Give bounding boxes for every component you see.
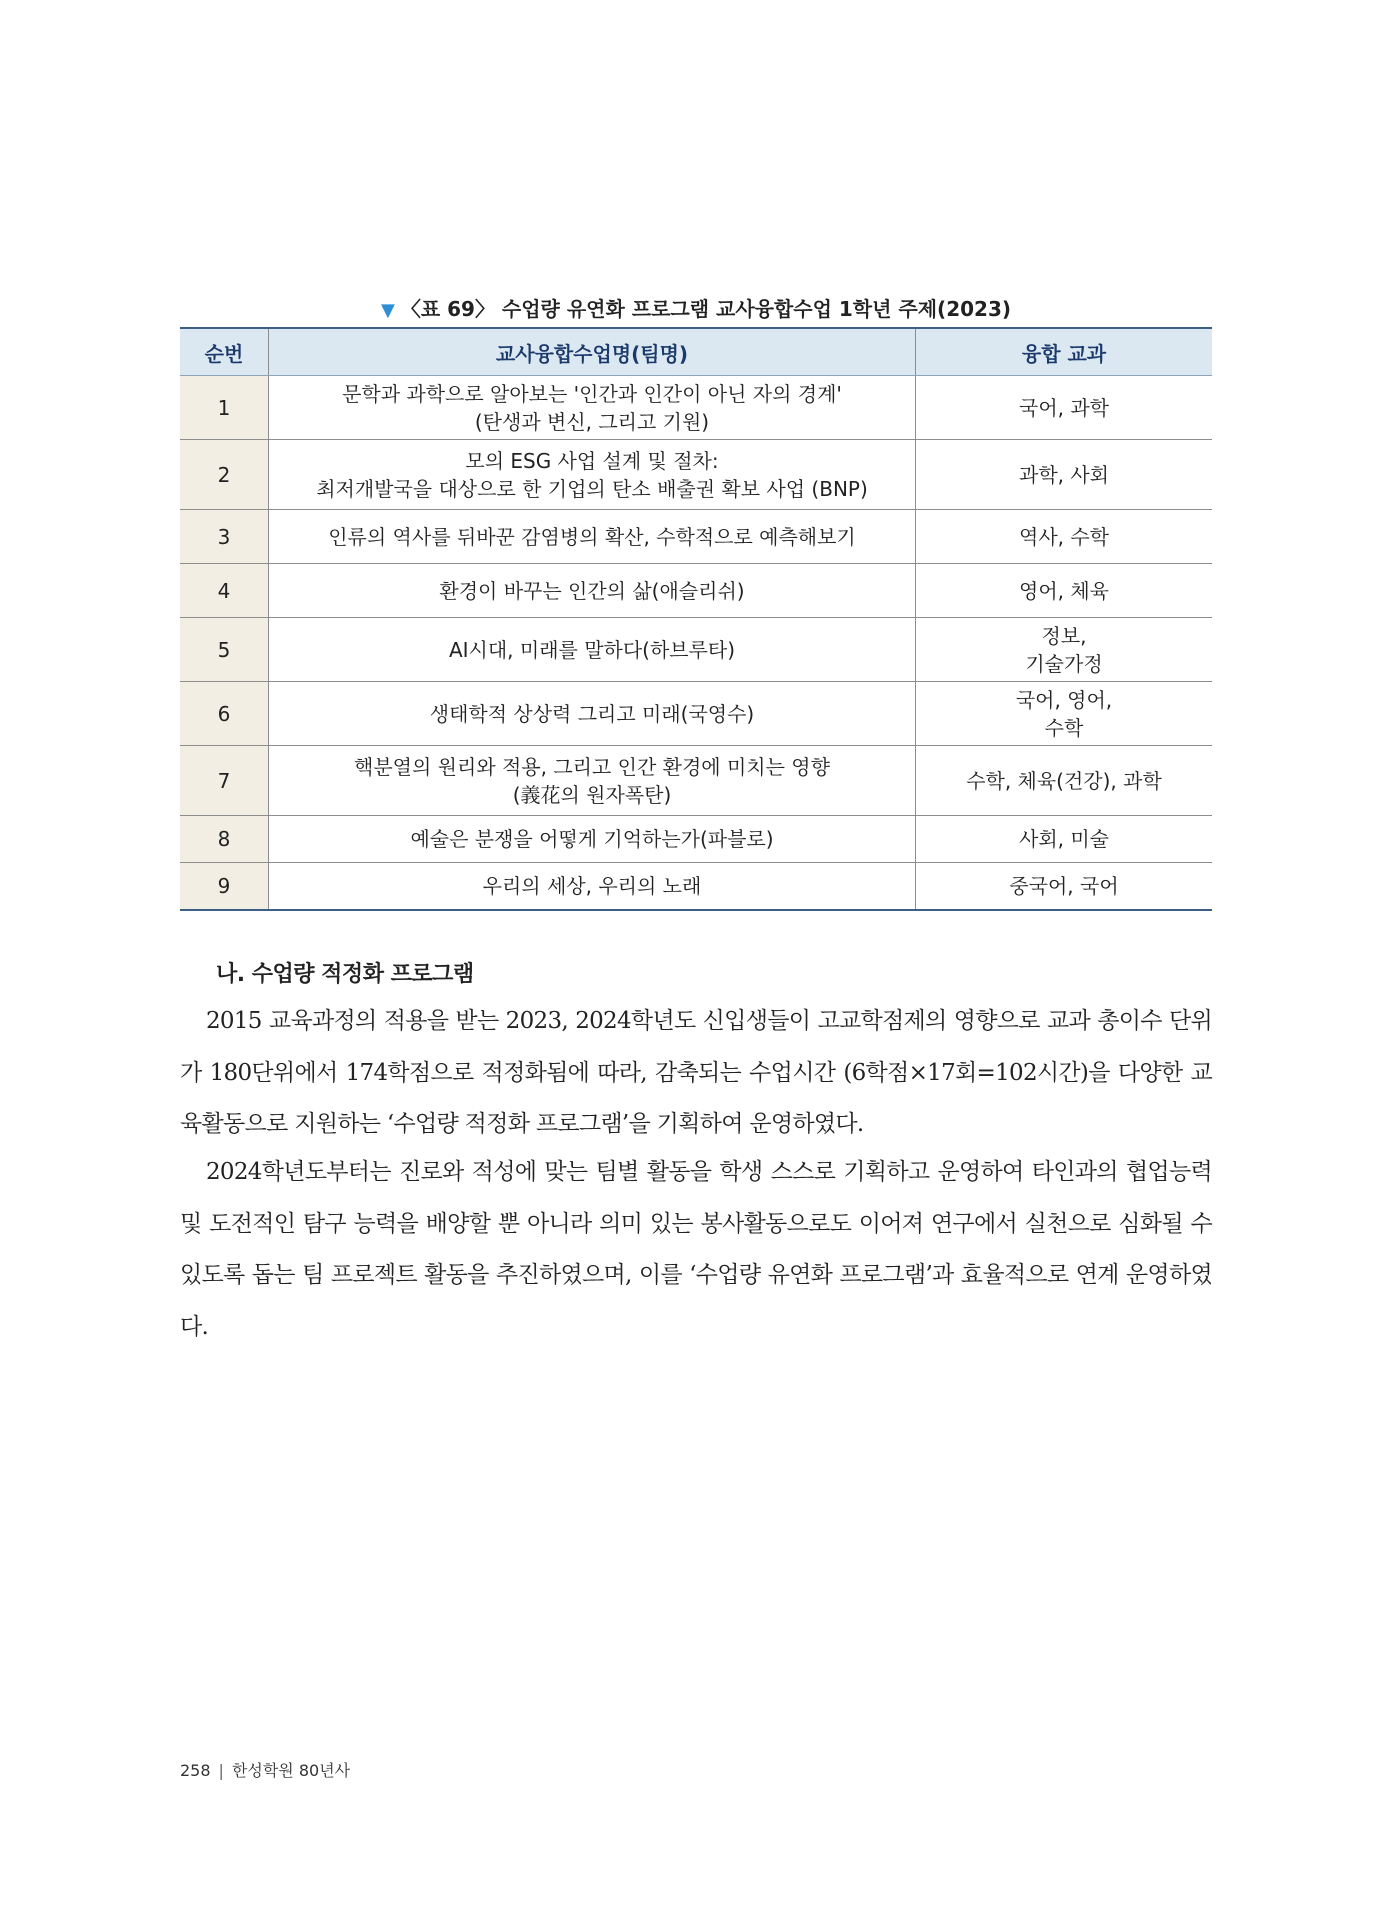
course-name-cell xyxy=(269,746,916,816)
subjects-cell xyxy=(916,746,1213,816)
course-name-line: 인류의 역사를 뒤바꾼 감염병의 확산, 수학적으로 예측해보기 xyxy=(328,524,856,549)
table-header-row xyxy=(180,328,1212,376)
subjects-line: 역사, 수학 xyxy=(1019,524,1109,549)
page-footer xyxy=(180,1758,350,1781)
header-course-name: 교사융합수업명(팀명) xyxy=(269,328,916,376)
row-number: 1 xyxy=(180,376,269,440)
subjects-line: 기술가정 xyxy=(1025,651,1103,676)
course-name-line: 최저개발국을 대상으로 한 기업의 탄소 배출권 확보 사업 (BNP) xyxy=(316,476,868,501)
paragraph-2: 2024학년도부터는 진로와 적성에 맞는 팀별 활동을 학생 스스로 기획하고 운영하여 타인과의 협업능력 및 도전적인 탐구 능력을 배양할 뿐 아니라 의미 있는 봉사활동으로도 이어져 연구에서 실천으로 심화될 수 있도록 돕는 팀 프로젝트 활동을 추진하였으며, 이를 ‘수업량 유연화 프로그램’과 효율적으로 연계 운영하였다. xyxy=(180,1159,1212,1340)
paragraph-1: 2015 교육과정의 적용을 받는 2023, 2024학년도 신입생들이 고교학점제의 영향으로 교과 총이수 단위가 180단위에서 174학점으로 적정화됨에 따라, 감축되는 수업시간 (6학점×17회=102시간)을 다양한 교육활동으로 지원하는 ‘수업량 적정화 프로그램’을 기획하여 운영하였다. xyxy=(180,1008,1212,1137)
row-number: 8 xyxy=(180,816,269,863)
subjects-line: 중국어, 국어 xyxy=(1009,873,1119,898)
subjects-line: 수학 xyxy=(1044,715,1084,740)
table-row xyxy=(180,510,1212,564)
table-body xyxy=(180,376,1212,910)
course-name-line: 문학과 과학으로 알아보는 '인간과 인간이 아닌 자의 경계' xyxy=(342,381,842,406)
subjects-cell xyxy=(916,376,1213,440)
course-name-line: 생태학적 상상력 그리고 미래(국영수) xyxy=(429,701,755,726)
course-name-cell xyxy=(269,510,916,564)
row-number: 9 xyxy=(180,863,269,910)
table-row xyxy=(180,682,1212,746)
subjects-line: 영어, 체육 xyxy=(1019,578,1109,603)
row-number: 7 xyxy=(180,746,269,816)
triangle-down-icon: ▼ xyxy=(381,300,395,321)
course-name-line: AI시대, 미래를 말하다(하브루타) xyxy=(448,637,736,662)
table-row xyxy=(180,564,1212,618)
table-row xyxy=(180,816,1212,863)
course-name-line: 예술은 분쟁을 어떻게 기억하는가(파블로) xyxy=(410,827,774,851)
table-caption xyxy=(180,294,1212,326)
row-number: 5 xyxy=(180,618,269,682)
table-row xyxy=(180,863,1212,910)
subjects-line: 과학, 사회 xyxy=(1019,462,1109,487)
course-name-line: (탄생과 변신, 그리고 기원) xyxy=(474,409,710,434)
table-row xyxy=(180,376,1212,440)
table-row xyxy=(180,440,1212,510)
subjects-line: 국어, 과학 xyxy=(1019,395,1109,420)
page-number: 258 xyxy=(180,1761,211,1780)
subjects-cell xyxy=(916,816,1213,863)
course-name-cell xyxy=(269,376,916,440)
subjects-cell xyxy=(916,440,1213,510)
table-caption-text: 〈표 69〉 수업량 유연화 프로그램 교사융합수업 1학년 주제(2023) xyxy=(400,297,1011,321)
table-row xyxy=(180,746,1212,816)
course-name-cell xyxy=(269,618,916,682)
footer-divider: | xyxy=(218,1761,224,1780)
subjects-cell xyxy=(916,510,1213,564)
course-table xyxy=(180,327,1212,911)
course-name-line: 핵분열의 원리와 적용, 그리고 인간 환경에 미치는 영향 xyxy=(354,754,830,779)
subjects-cell xyxy=(916,682,1213,746)
course-name-line: (義花의 원자폭탄) xyxy=(512,782,672,807)
subjects-cell xyxy=(916,863,1213,910)
subjects-line: 수학, 체육(건강), 과학 xyxy=(966,768,1162,793)
subjects-cell xyxy=(916,564,1213,618)
subjects-cell xyxy=(916,618,1213,682)
book-title: 한성학원 80년사 xyxy=(231,1761,351,1780)
section-heading: 나. 수업량 적정화 프로그램 xyxy=(216,962,474,987)
course-name-cell xyxy=(269,816,916,863)
header-no: 순번 xyxy=(180,328,269,376)
course-name-cell xyxy=(269,440,916,510)
course-name-line: 모의 ESG 사업 설계 및 절차: xyxy=(465,448,719,473)
row-number: 2 xyxy=(180,440,269,510)
row-number: 4 xyxy=(180,564,269,618)
course-name-line: 우리의 세상, 우리의 노래 xyxy=(482,873,702,898)
course-name-cell xyxy=(269,682,916,746)
row-number: 3 xyxy=(180,510,269,564)
subjects-line: 정보, xyxy=(1041,623,1087,648)
row-number: 6 xyxy=(180,682,269,746)
course-name-cell xyxy=(269,863,916,910)
subjects-line: 국어, 영어, xyxy=(1015,687,1113,712)
course-name-line: 환경이 바꾸는 인간의 삶(애슬리쉬) xyxy=(439,578,745,603)
header-subjects: 융합 교과 xyxy=(916,328,1213,376)
course-name-cell xyxy=(269,564,916,618)
table-row xyxy=(180,618,1212,682)
subjects-line: 사회, 미술 xyxy=(1019,827,1109,851)
